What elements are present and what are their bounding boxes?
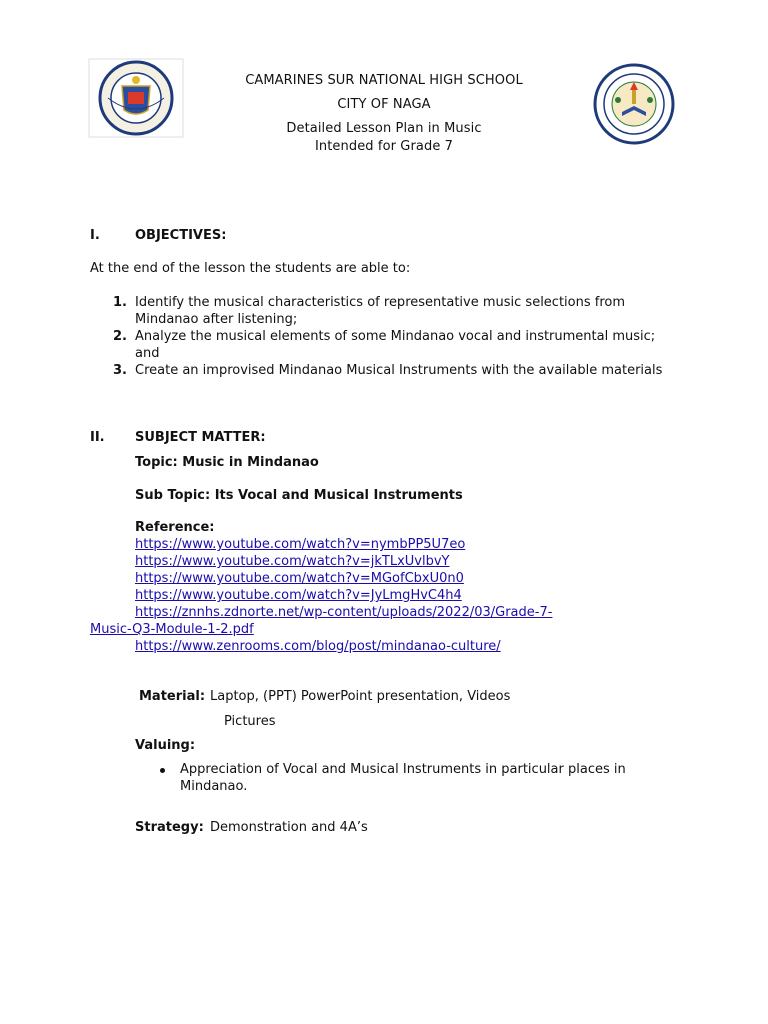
reference-link-continued[interactable]: Music-Q3-Module-1-2.pdf — [90, 622, 254, 637]
bullet-icon — [160, 768, 165, 773]
city-name: CITY OF NAGA — [337, 97, 431, 112]
reference-link[interactable]: https://www.zenrooms.com/blog/post/mindanao-culture/ — [135, 639, 501, 654]
objective-number: 1. — [113, 295, 127, 310]
valuing-line: Appreciation of Vocal and Musical Instruments in particular places in — [180, 762, 626, 777]
material-label: Material: — [139, 689, 206, 704]
section-numeral-1: I. — [90, 228, 100, 243]
objective-line: Analyze the musical elements of some Mindanao vocal and instrumental music; — [135, 329, 656, 344]
reference-link[interactable]: https://www.youtube.com/watch?v=jkTLxUvlbvY — [135, 554, 450, 569]
objective-line: Mindanao after listening; — [135, 312, 298, 327]
topic-line: Topic: Music in Mindanao — [135, 455, 319, 470]
strategy-label: Strategy: — [135, 820, 204, 835]
grade-line: Intended for Grade 7 — [314, 139, 454, 154]
strategy-text: Demonstration and 4A’s — [210, 820, 368, 835]
reference-link[interactable]: https://www.youtube.com/watch?v=nymbPP5U7eo — [135, 537, 466, 552]
objectives-heading: OBJECTIVES: — [135, 228, 227, 243]
objectives-intro: At the end of the lesson the students are able to: — [90, 261, 411, 276]
valuing-label: Valuing: — [135, 738, 196, 753]
reference-link[interactable]: https://znnhs.zdnorte.net/wp-content/uploads/2022/03/Grade-7- — [135, 605, 553, 620]
subject-matter-heading: SUBJECT MATTER: — [135, 430, 266, 445]
reference-link[interactable]: https://www.youtube.com/watch?v=MGofCbxU0n0 — [135, 571, 464, 586]
objective-number: 2. — [113, 329, 127, 344]
material-text: Laptop, (PPT) PowerPoint presentation, Videos — [210, 689, 511, 704]
section-numeral-2: II. — [90, 430, 105, 445]
objective-line: Create an improvised Mindanao Musical Instruments with the available materials — [135, 363, 663, 378]
objective-number: 3. — [113, 363, 127, 378]
objective-line: Identify the musical characteristics of representative music selections from — [135, 295, 626, 310]
school-name: CAMARINES SUR NATIONAL HIGH SCHOOL — [245, 73, 523, 88]
material-extra: Pictures — [224, 714, 276, 729]
objective-line: and — [135, 346, 160, 361]
plan-title: Detailed Lesson Plan in Music — [286, 121, 482, 136]
reference-link[interactable]: https://www.youtube.com/watch?v=JyLmgHvC4h4 — [135, 588, 462, 603]
valuing-line: Mindanao. — [180, 779, 248, 794]
reference-label: Reference: — [135, 520, 215, 535]
sub-topic-line: Sub Topic: Its Vocal and Musical Instruments — [135, 488, 463, 503]
